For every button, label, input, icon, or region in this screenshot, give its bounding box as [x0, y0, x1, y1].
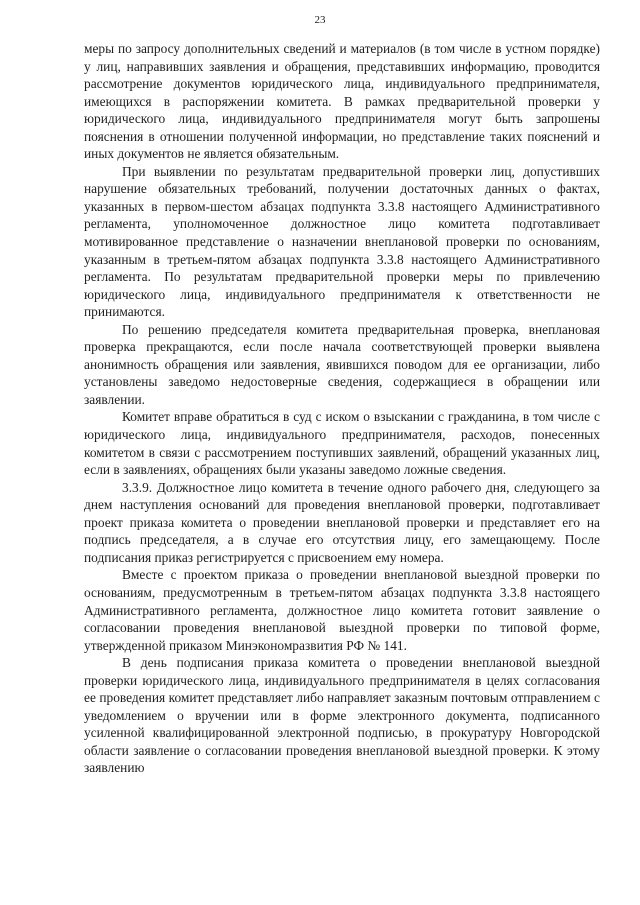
paragraph-preliminary-check-results: При выявлении по результатам предварительной проверки лиц, допустивших нарушение обязательных требований, получении достаточных данных о фактах, указанных в первом-шестом абзацах подпункта 3.3.8 настоящего Административного регламента, уполномоченное должностное лицо комитета подготавливает мотивированное представление о назначении внеплановой проверки по основаниям, указанным в третьем-пятом абзацах подпункта 3.3.8 настоящего Административного регламента. По результатам предварительной проверки меры по привлечению юридического лица, индивидуального предпринимателя к ответственности не принимаются.: [84, 163, 600, 320]
paragraph-3-3-9: 3.3.9. Должностное лицо комитета в течение одного рабочего дня, следующего за днем наступления оснований для проведения внеплановой проверки, подготавливает проект приказа комитета о проведении внеплановой проверки и представляет его на подпись председателя, а в случае его отсутствия лицу, его замещающему. После подписания приказ регистрируется с присвоением ему номера.: [84, 479, 600, 565]
paragraph-check-termination: По решению председателя комитета предварительная проверка, внеплановая проверка прекращаются, если после начала соответствующей проверки выявлена анонимность обращения или заявления, явившихся поводом для ее организации, либо установлены заведомо недостоверные сведения, содержащиеся в обращении или заявлении.: [84, 321, 600, 407]
paragraph-approval-application: Вместе с проектом приказа о проведении внеплановой выездной проверки по основаниям, предусмотренным в третьем-пятом абзацах подпункта 3.3.8 настоящего Административного регламента, должностное лицо комитета готовит заявление о согласовании проведения внеплановой выездной проверки по типовой форме, утвержденной приказом Минэкономразвития РФ № 141.: [84, 567, 600, 653]
page-number: 23: [314, 14, 326, 26]
paragraph-court-claim: Комитет вправе обратиться в суд с иском о взыскании с гражданина, в том числе с юридического лица, индивидуального предпринимателя, расходов, понесенных комитетом в связи с рассмотрением поступивших заявлений, обращений указанных лиц, если в заявлениях, обращениях были указаны заведомо ложные сведения.: [84, 409, 600, 478]
paragraph-continuation: меры по запросу дополнительных сведений и материалов (в том числе в устном порядке) у лиц, направивших заявления и обращения, представивших информацию, проводится рассмотрение документов юридического лица, индивидуального предпринимателя, имеющихся в распоряжении комитета. В рамках предварительной проверки у юридического лица, индивидуального предпринимателя могут быть запрошены пояснения в отношении полученной информации, но представление таких пояснений и иных документов не является обязательным.: [84, 41, 600, 162]
document-body: [84, 40, 600, 777]
paragraph-prosecutor-submission: В день подписания приказа комитета о проведении внеплановой выездной проверки юридического лица, индивидуального предпринимателя в целях согласования ее проведения комитет представляет либо направляет заказным почтовым отправлением с уведомлением о вручении или в форме электронного документа, подписанного усиленной квалифицированной электронной подписью, в прокуратуру Новгородской области заявление о согласовании проведения внеплановой выездной проверки. К этому заявлению: [84, 655, 600, 776]
